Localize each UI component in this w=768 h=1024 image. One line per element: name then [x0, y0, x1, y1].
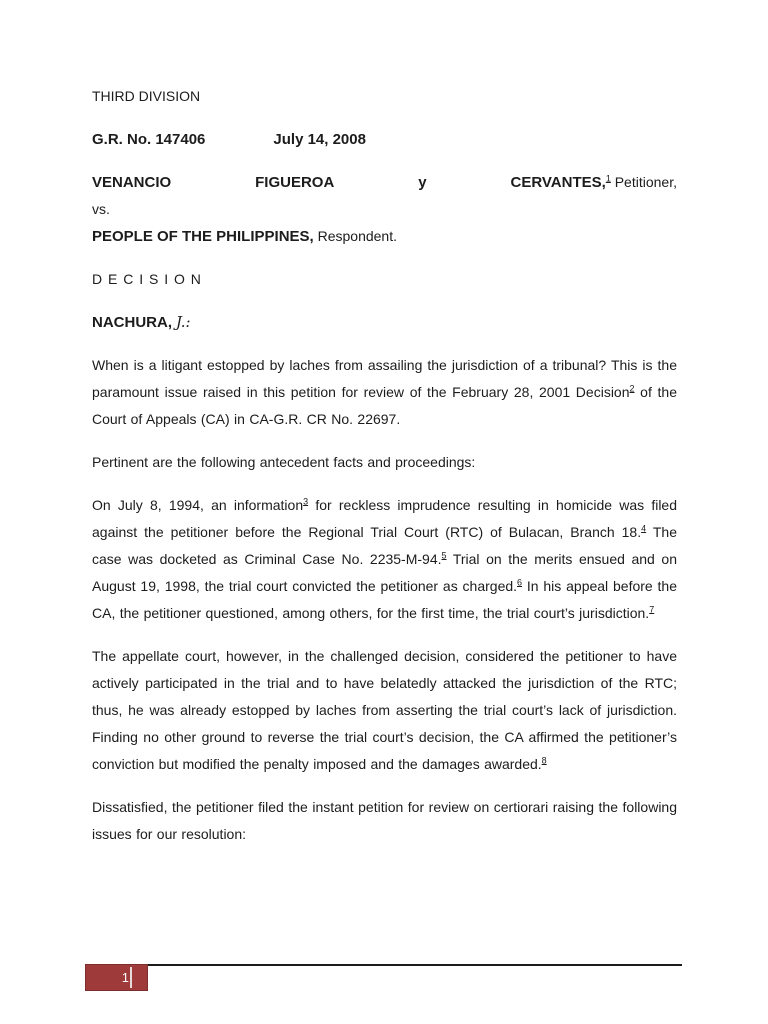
body-paragraph: Pertinent are the following antecedent facts and proceedings:	[92, 454, 476, 470]
versus-label: vs.	[92, 201, 110, 217]
footnote-ref[interactable]: 1	[605, 173, 611, 184]
division-heading: THIRD DIVISION	[92, 88, 201, 104]
decision-heading: D E C I S I O N	[92, 271, 202, 287]
respondent-role: Respondent.	[317, 228, 398, 244]
body-paragraphs	[92, 352, 677, 848]
ponente-title: J.:	[175, 313, 191, 331]
petitioner-word: FIGUEROA	[255, 174, 335, 191]
body-paragraph: The appellate court, however, in the challenged decision, considered the petitioner to have actively participated in the trial and to have belatedly attacked the jurisdiction of the RTC; thus, he was already estopped by laches from asserting the trial court’s lack of jurisdiction. Finding no other ground to reverse the trial court’s decision, the CA affirmed the petitioner’s conviction but modified the penalty imposed and the damages awarded.$^8$	[92, 648, 677, 772]
petitioner-line	[92, 169, 677, 196]
document-content	[92, 0, 677, 864]
footnote-ref[interactable]: 3	[303, 496, 309, 507]
gr-number: G.R. No. 147406	[92, 131, 206, 148]
case-number-line	[92, 126, 677, 153]
body-paragraph: On July 8, 1994, an information$^3$ for reckless imprudence resulting in homicide was filed against the petitioner before the Regional Trial Court (RTC) of Bulacan, Branch 18.$^4$ The case was docketed as Criminal Case No. 2235-M-94.$^5$ Trial on the merits ensued and on August 19, 1998, the trial court convicted the petitioner as charged.$^6$ In his appeal before the CA, the petitioner questioned, among others, for the first time, the trial court’s jurisdiction.$^7$	[92, 496, 678, 621]
footnote-ref[interactable]: 4	[641, 523, 647, 534]
page-number-field	[85, 964, 148, 991]
caption-block	[92, 169, 677, 250]
ponente-name: NACHURA,	[92, 314, 172, 331]
footnote-ref[interactable]: 7	[649, 604, 655, 615]
footnote-ref[interactable]: 8	[541, 755, 547, 766]
petitioner-word: VENANCIO	[92, 174, 172, 191]
footnote-ref[interactable]: 5	[441, 550, 447, 561]
petitioner-role: Petitioner,	[614, 174, 677, 190]
decision-date: July 14, 2008	[273, 131, 366, 148]
footer-rule	[148, 964, 682, 966]
body-paragraph: Dissatisfied, the petitioner filed the instant petition for review on certiorari raising the following issues for our resolution:	[92, 799, 677, 842]
respondent-line	[92, 223, 677, 250]
petitioner-surname: CERVANTES,	[510, 174, 606, 191]
footnote-ref[interactable]: 6	[517, 577, 523, 588]
petitioner-word: y	[418, 174, 427, 191]
footnote-ref[interactable]: 2	[629, 383, 635, 394]
petitioner-name-role	[511, 169, 677, 196]
page-number: 1	[121, 970, 129, 985]
page-number-divider	[130, 967, 132, 988]
respondent-name: PEOPLE OF THE PHILIPPINES,	[92, 228, 314, 245]
ponente-line	[92, 309, 677, 336]
body-paragraph: When is a litigant estopped by laches from assailing the jurisdiction of a tribunal? This is the paramount issue raised in this petition for review of the February 28, 2001 Decision$^2$ of the Court of Appeals (CA) in CA-G.R. CR No. 22697.	[92, 357, 677, 427]
